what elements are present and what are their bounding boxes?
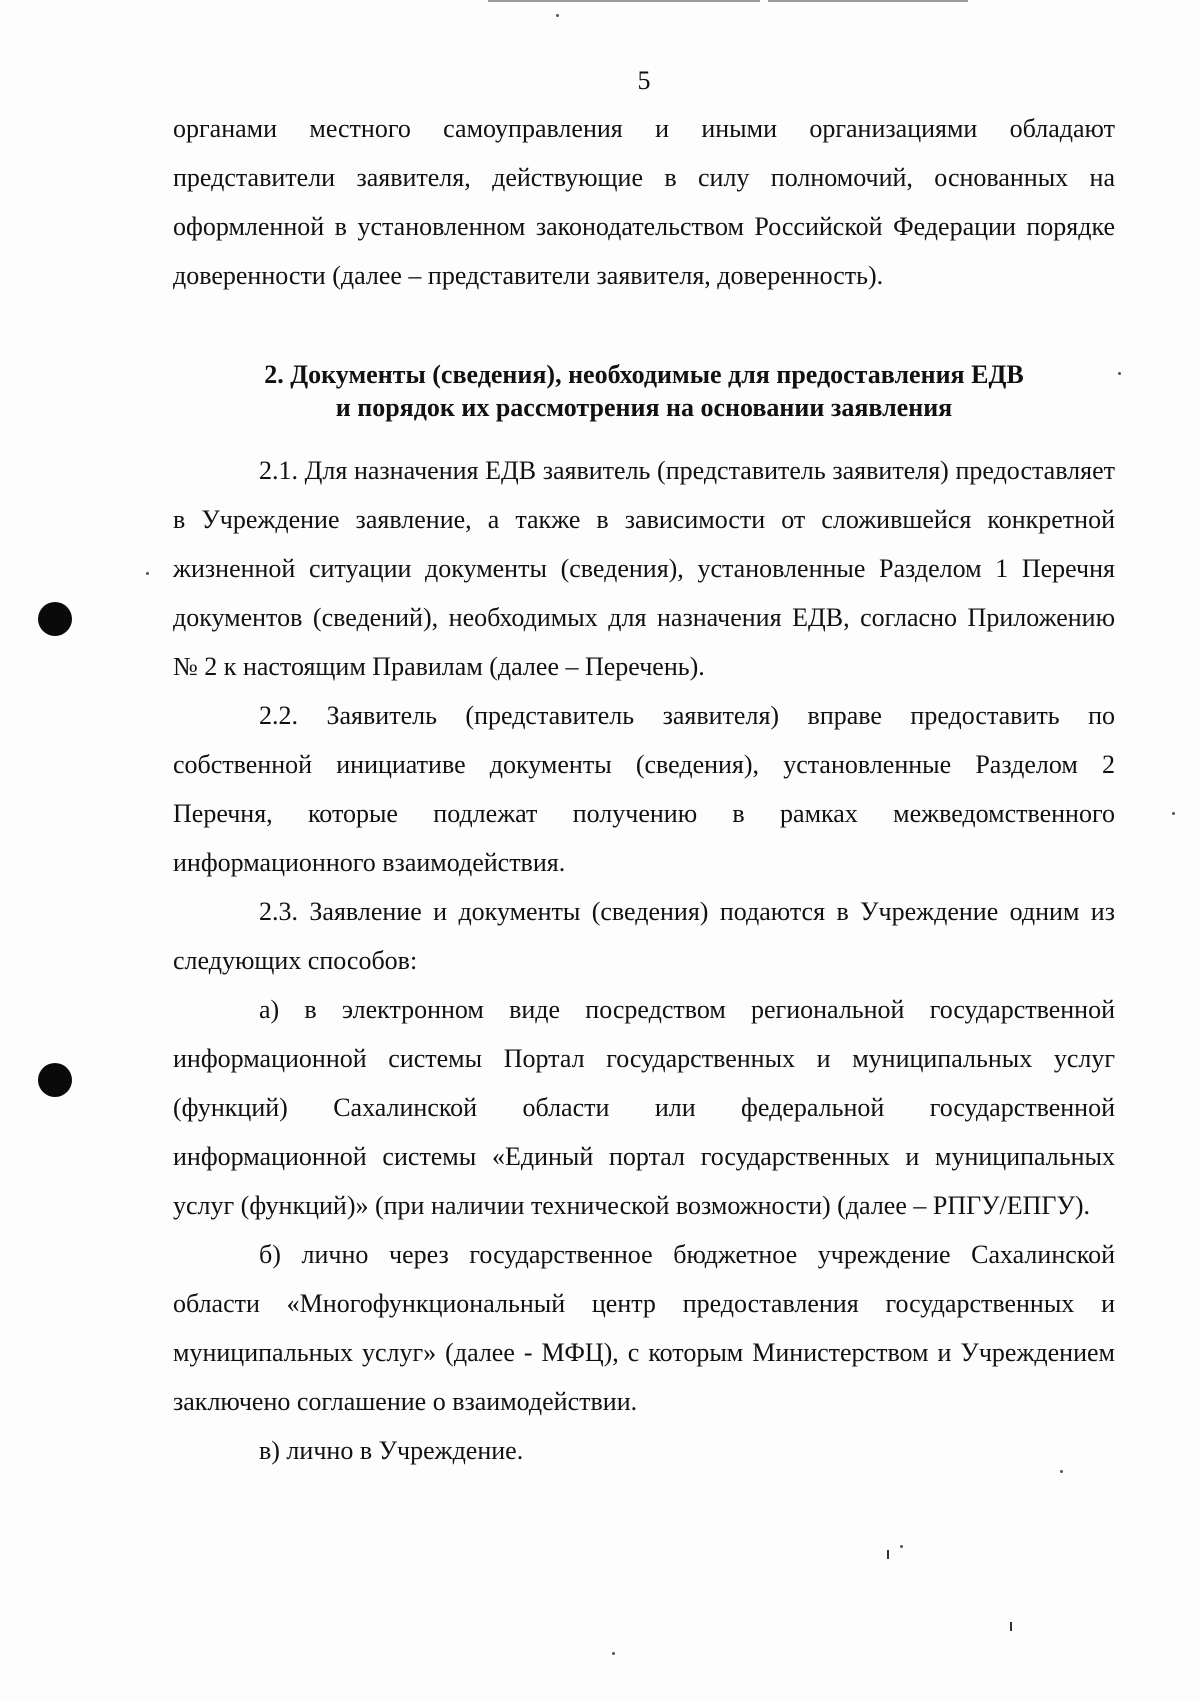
scan-edge-line: [488, 0, 760, 2]
binder-punch-hole: [38, 1063, 72, 1097]
page-number: 5: [637, 66, 651, 95]
paragraph-2-3: 2.3. Заявление и документы (сведения) подаются в Учреждение одним из следующих способов:: [173, 897, 1115, 975]
section-heading: [173, 358, 1115, 424]
scan-speck: [1172, 812, 1175, 815]
scan-speck: [1118, 372, 1121, 375]
section-heading-line-1: 2. Документы (сведения), необходимые для предоставления ЕДВ: [264, 360, 1024, 389]
paragraph-2-2: 2.2. Заявитель (представитель заявителя) вправе предоставить по собственной инициативе документы (сведения), установленные Разделом 2 Перечня, которые подлежат получению в рамках межведомственного информационного взаимодействия.: [173, 701, 1115, 877]
scan-speck: [1060, 1470, 1063, 1473]
scan-speck: [612, 1652, 615, 1655]
paragraph-item-b: б) лично через государственное бюджетное учреждение Сахалинской области «Многофункциональный центр предоставления государственных и муниципальных услуг» (далее - МФЦ), с которым Министерством и Учреждением заключено соглашение о взаимодействии.: [173, 1240, 1115, 1416]
section-heading-line-2: и порядок их рассмотрения на основании заявления: [335, 393, 953, 422]
document-body: [173, 104, 1115, 1475]
intro-paragraph: органами местного самоуправления и иными организациями обладают представители заявителя, действующие в силу полномочий, основанных на оформленной в установленном законодательством Российской Федерации порядке доверенности (далее – представители заявителя, доверенность).: [173, 114, 1115, 290]
paragraph-2-1: 2.1. Для назначения ЕДВ заявитель (представитель заявителя) предоставляет в Учреждение заявление, а также в зависимости от сложившейся конкретной жизненной ситуации документы (сведения), установленные Разделом 1 Перечня документов (сведений), необходимых для назначения ЕДВ, согласно Приложению № 2 к настоящим Правилам (далее – Перечень).: [173, 456, 1115, 681]
paragraph-item-a: а) в электронном виде посредством региональной государственной информационной системы Портал государственных и муниципальных услуг (функций) Сахалинской области или федеральной государственной информационной системы «Единый портал государственных и муниципальных услуг (функций)» (при наличии технической возможности) (далее – РПГУ/ЕПГУ).: [173, 995, 1115, 1220]
scan-speck: [900, 1545, 903, 1548]
binder-punch-hole: [38, 602, 72, 636]
scan-speck: [146, 572, 149, 575]
paragraph-item-v: в) лично в Учреждение.: [259, 1436, 524, 1465]
scan-speck: [556, 14, 559, 17]
scan-mark: [1010, 1622, 1012, 1631]
scan-mark: [887, 1550, 889, 1559]
scan-edge-line: [768, 0, 968, 2]
